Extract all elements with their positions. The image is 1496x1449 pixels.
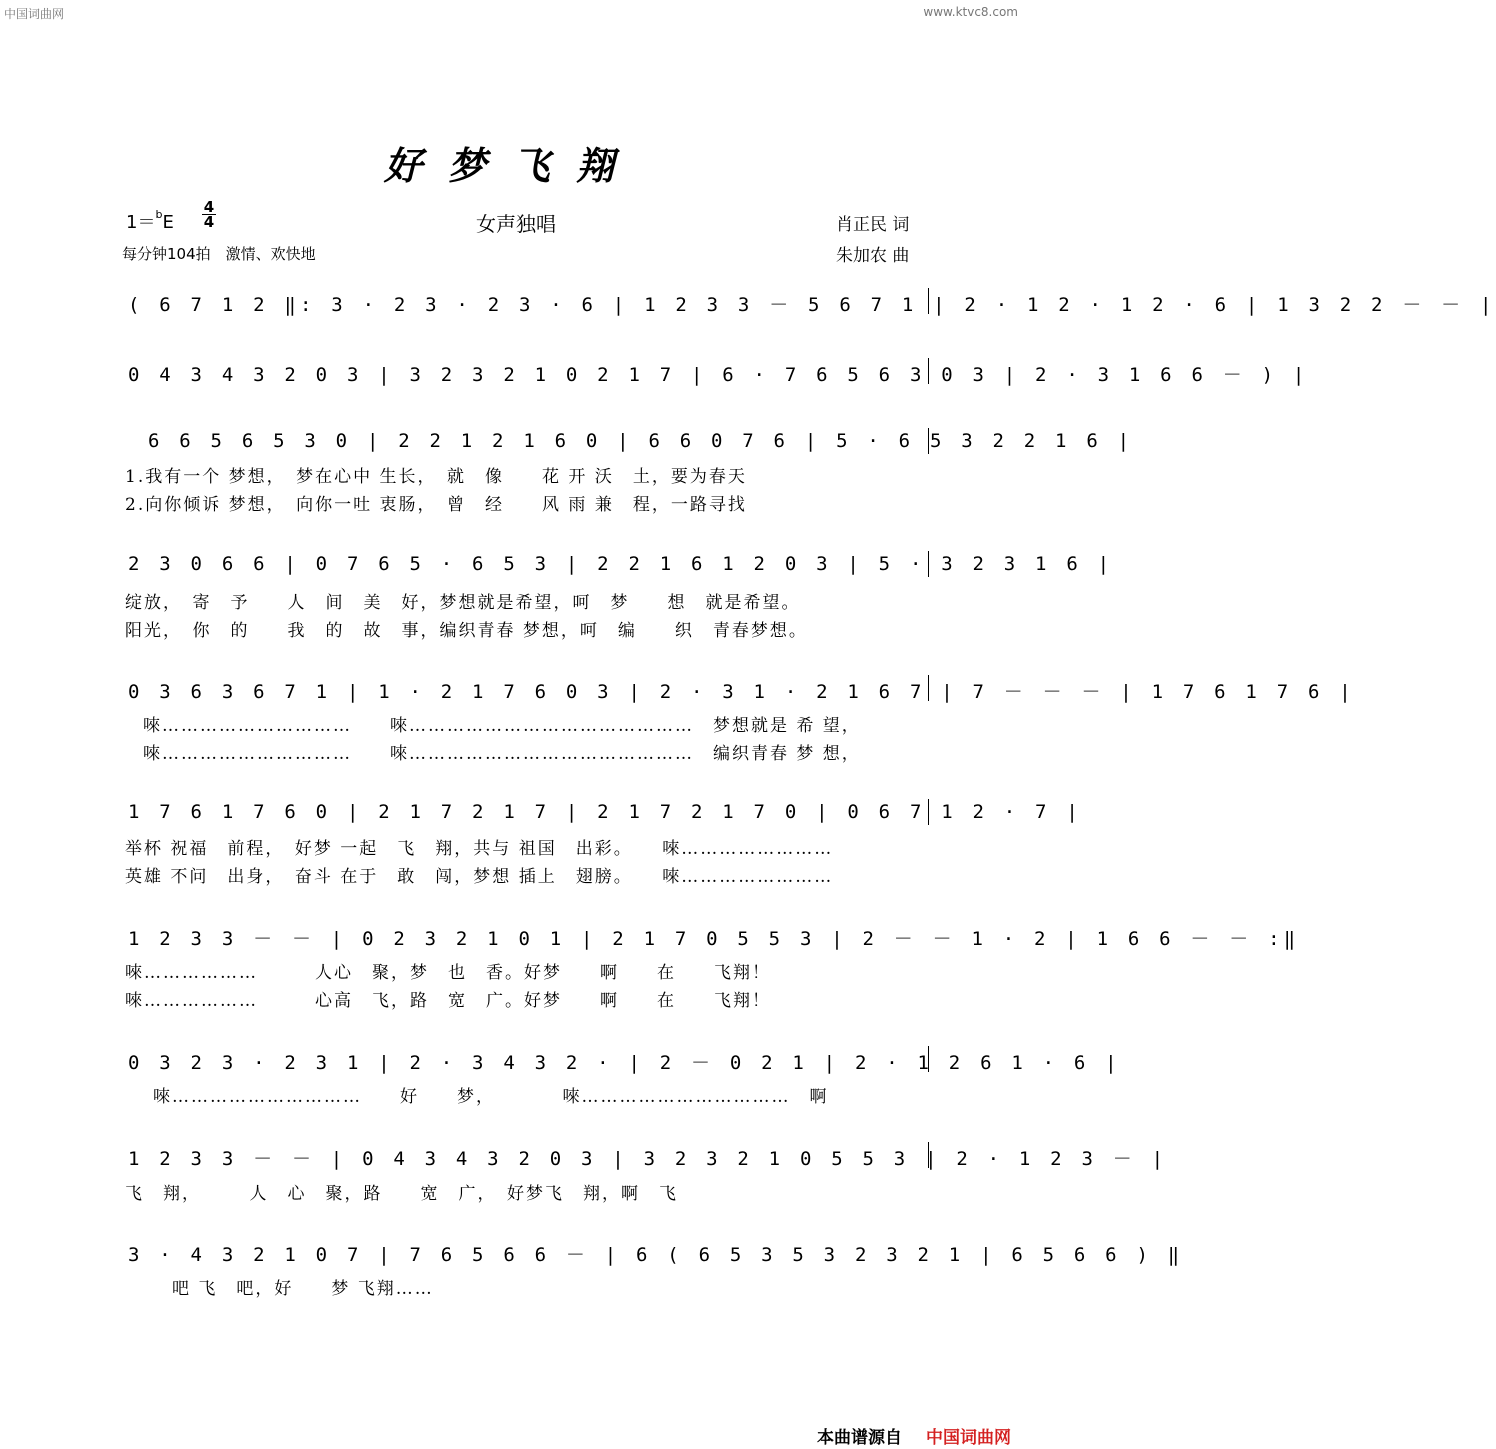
system-8-lyric-1: 唻………………………… 好 梦， 唻…………………………… 啊 bbox=[153, 1087, 829, 1107]
barline bbox=[928, 675, 929, 701]
barline bbox=[928, 428, 929, 454]
key-letter: E bbox=[162, 212, 174, 233]
watermark-left: 中国词曲网 bbox=[4, 7, 65, 21]
song-title: 好梦飞翔 bbox=[383, 143, 640, 188]
system-7-notes: 1 2 3 3 － － | 0 2 3 2 1 0 1 | 2 1 7 0 5 5 3 | 2 － － 1 · 2 | 1 6 6 － － :‖ bbox=[128, 928, 1300, 950]
system-1-notes: ( 6 7 1 2 ‖: 3 · 2 3 · 2 3 · 6 | 1 2 3 3 － 5 6 7 1 | 2 · 1 2 · 1 2 · 6 | 1 3 2 2 － － | bbox=[128, 294, 1496, 316]
footer-site[interactable]: 中国词曲网 bbox=[926, 1428, 1011, 1448]
system-3-notes: 6 6 5 6 5 3 0 | 2 2 1 2 1 6 0 | 6 6 0 7 6 | 5 · 6 5 3 2 2 1 6 | bbox=[148, 430, 1134, 452]
barline bbox=[928, 799, 929, 825]
tempo-marking: 每分钟104拍 激情、欢快地 bbox=[122, 245, 316, 263]
system-7-lyric-1: 唻……………… 人心 聚，梦 也 香。好梦 啊 在 飞翔！ bbox=[125, 963, 771, 983]
performance-type: 女声独唱 bbox=[476, 212, 556, 236]
system-6-lyric-1: 举杯 祝福 前程， 好梦 一起 飞 翔，共与 祖国 出彩。 唻…………………… bbox=[125, 839, 834, 859]
system-9-lyric-1: 飞 翔， 人 心 聚，路 宽 广， 好梦飞 翔，啊 飞 bbox=[125, 1184, 678, 1204]
system-8-notes: 0 3 2 3 · 2 3 1 | 2 · 3 4 3 2 · | 2 － 0 2 1 | 2 · 1 2 6 1 · 6 | bbox=[128, 1052, 1121, 1074]
key-prefix: 1＝ bbox=[126, 212, 156, 233]
time-numerator: 4 bbox=[203, 198, 215, 216]
footer-source: 本曲谱源自 bbox=[817, 1428, 902, 1448]
barline bbox=[928, 358, 929, 384]
barline bbox=[928, 288, 929, 314]
system-7-lyric-2: 唻……………… 心高 飞，路 宽 广。好梦 啊 在 飞翔！ bbox=[125, 991, 771, 1011]
system-5-notes: 0 3 6 3 6 7 1 | 1 · 2 1 7 6 0 3 | 2 · 3 1 · 2 1 6 7 | 7 － － － | 1 7 6 1 7 6 | bbox=[128, 681, 1355, 703]
system-6-lyric-2: 英雄 不问 出身， 奋斗 在于 敢 闯，梦想 插上 翅膀。 唻…………………… bbox=[125, 867, 834, 887]
system-10-lyric-1: 吧 飞 吧，好 梦 飞翔…… bbox=[172, 1279, 434, 1299]
system-10-notes: 3 · 4 3 2 1 0 7 | 7 6 5 6 6 － | 6 ( 6 5 3 5 3 2 3 2 1 | 6 5 6 6 ) ‖ bbox=[128, 1244, 1184, 1266]
watermark-right: www.ktvc8.com bbox=[923, 5, 1018, 19]
system-5-lyric-2: 唻………………………… 唻……………………………………… 编织青春 梦 想， bbox=[143, 744, 861, 764]
time-denominator: 4 bbox=[203, 213, 215, 231]
system-6-notes: 1 7 6 1 7 6 0 | 2 1 7 2 1 7 | 2 1 7 2 1 7 0 | 0 6 7 1 2 · 7 | bbox=[128, 801, 1082, 823]
key-flat: b bbox=[155, 208, 163, 221]
system-3-lyric-2: 2.向你倾诉 梦想， 向你一吐 衷肠， 曾 经 风 雨 兼 程，一路寻找 bbox=[125, 495, 747, 515]
lyricist-credit: 肖正民 词 bbox=[836, 215, 910, 235]
system-5-lyric-1: 唻………………………… 唻……………………………………… 梦想就是 希 望， bbox=[143, 716, 861, 736]
composer-credit: 朱加农 曲 bbox=[836, 246, 910, 266]
barline bbox=[928, 1142, 929, 1168]
system-4-lyric-2: 阳光， 你 的 我 的 故 事，编织青春 梦想，呵 编 织 青春梦想。 bbox=[125, 621, 808, 641]
system-3-lyric-1: 1.我有一个 梦想， 梦在心中 生长， 就 像 花 开 沃 土，要为春天 bbox=[125, 467, 747, 487]
barline bbox=[928, 551, 929, 577]
system-4-notes: 2 3 0 6 6 | 0 7 6 5 · 6 5 3 | 2 2 1 6 1 2 0 3 | 5 · 3 2 3 1 6 | bbox=[128, 553, 1114, 575]
barline bbox=[928, 1046, 929, 1072]
system-2-notes: 0 4 3 4 3 2 0 3 | 3 2 3 2 1 0 2 1 7 | 6 · 7 6 5 6 3 0 3 | 2 · 3 1 6 6 － ) | bbox=[128, 364, 1309, 386]
system-9-notes: 1 2 3 3 － － | 0 4 3 4 3 2 0 3 | 3 2 3 2 1 0 5 5 3 | 2 · 1 2 3 － | bbox=[128, 1148, 1168, 1170]
system-4-lyric-1: 绽放， 寄 予 人 间 美 好，梦想就是希望，呵 梦 想 就是希望。 bbox=[125, 593, 801, 613]
